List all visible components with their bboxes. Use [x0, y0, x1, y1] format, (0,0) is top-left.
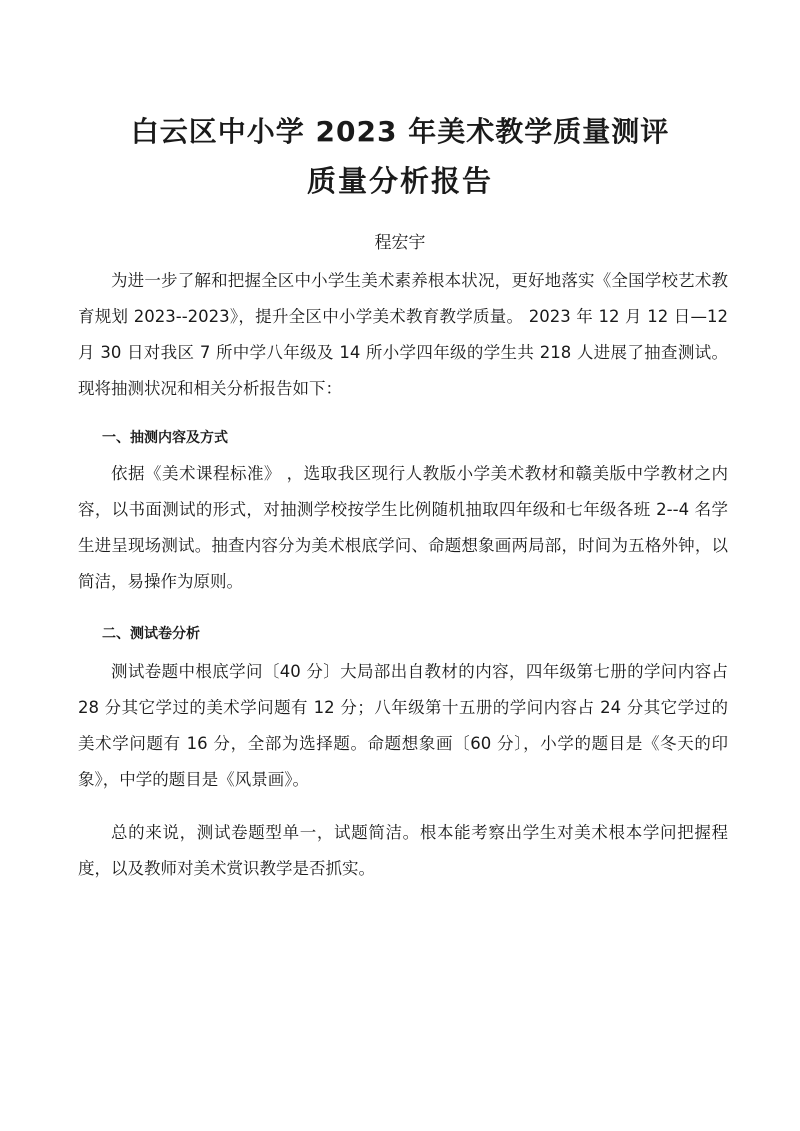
author-name: 程宏宇: [374, 233, 426, 253]
section-1-heading: 一、抽测内容及方式: [102, 430, 228, 446]
intro-paragraph: 为进一步了解和把握全区中小学生美术素养根本状况，更好地落实《全国学校艺术教育规划 2023--2023》，提升全区中小学美术教育教学质量。 2023 年 12 月 12 日—12 月 30 日对我区 7 所中学八年级及 14 所小学四年级的学生共 218 人进展了抽查测试。 现将抽测状况和相关分析报告如下：: [78, 271, 728, 398]
section-1-paragraph: 依据《美术课程标准》 ，选取我区现行人教版小学美术教材和赣美版中学教材之内容，以书面测试的形式，对抽测学校按学生比例随机抽取四年级和七年级各班 2--4 名学生进呈现场测试。抽查内容分为美术根底学问、命题想象画两局部，时间为五格外钟，以简洁，易操作为原则。: [78, 464, 728, 591]
report-subtitle: 质量分析报告: [306, 164, 493, 198]
report-title: 白云区中小学 2023 年美术教学质量测评: [130, 115, 670, 148]
summary-paragraph: 总的来说，测试卷题型单一，试题简洁。根本能考察出学生对美术根本学问把握程度，以及教师对美术赏识教学是否抓实。: [78, 823, 728, 878]
section-2-paragraph: 测试卷题中根底学问〔40 分〕大局部出自教材的内容，四年级第七册的学问内容占 28 分其它学过的美术学问题有 12 分；八年级第十五册的学问内容占 24 分其它学过的美术学问题有 16 分，全部为选择题。命题想象画〔60 分〕，小学的题目是《冬天的印象》，中学的题目是《风景画》。: [78, 662, 728, 789]
section-2-heading: 二、测试卷分析: [102, 626, 200, 642]
